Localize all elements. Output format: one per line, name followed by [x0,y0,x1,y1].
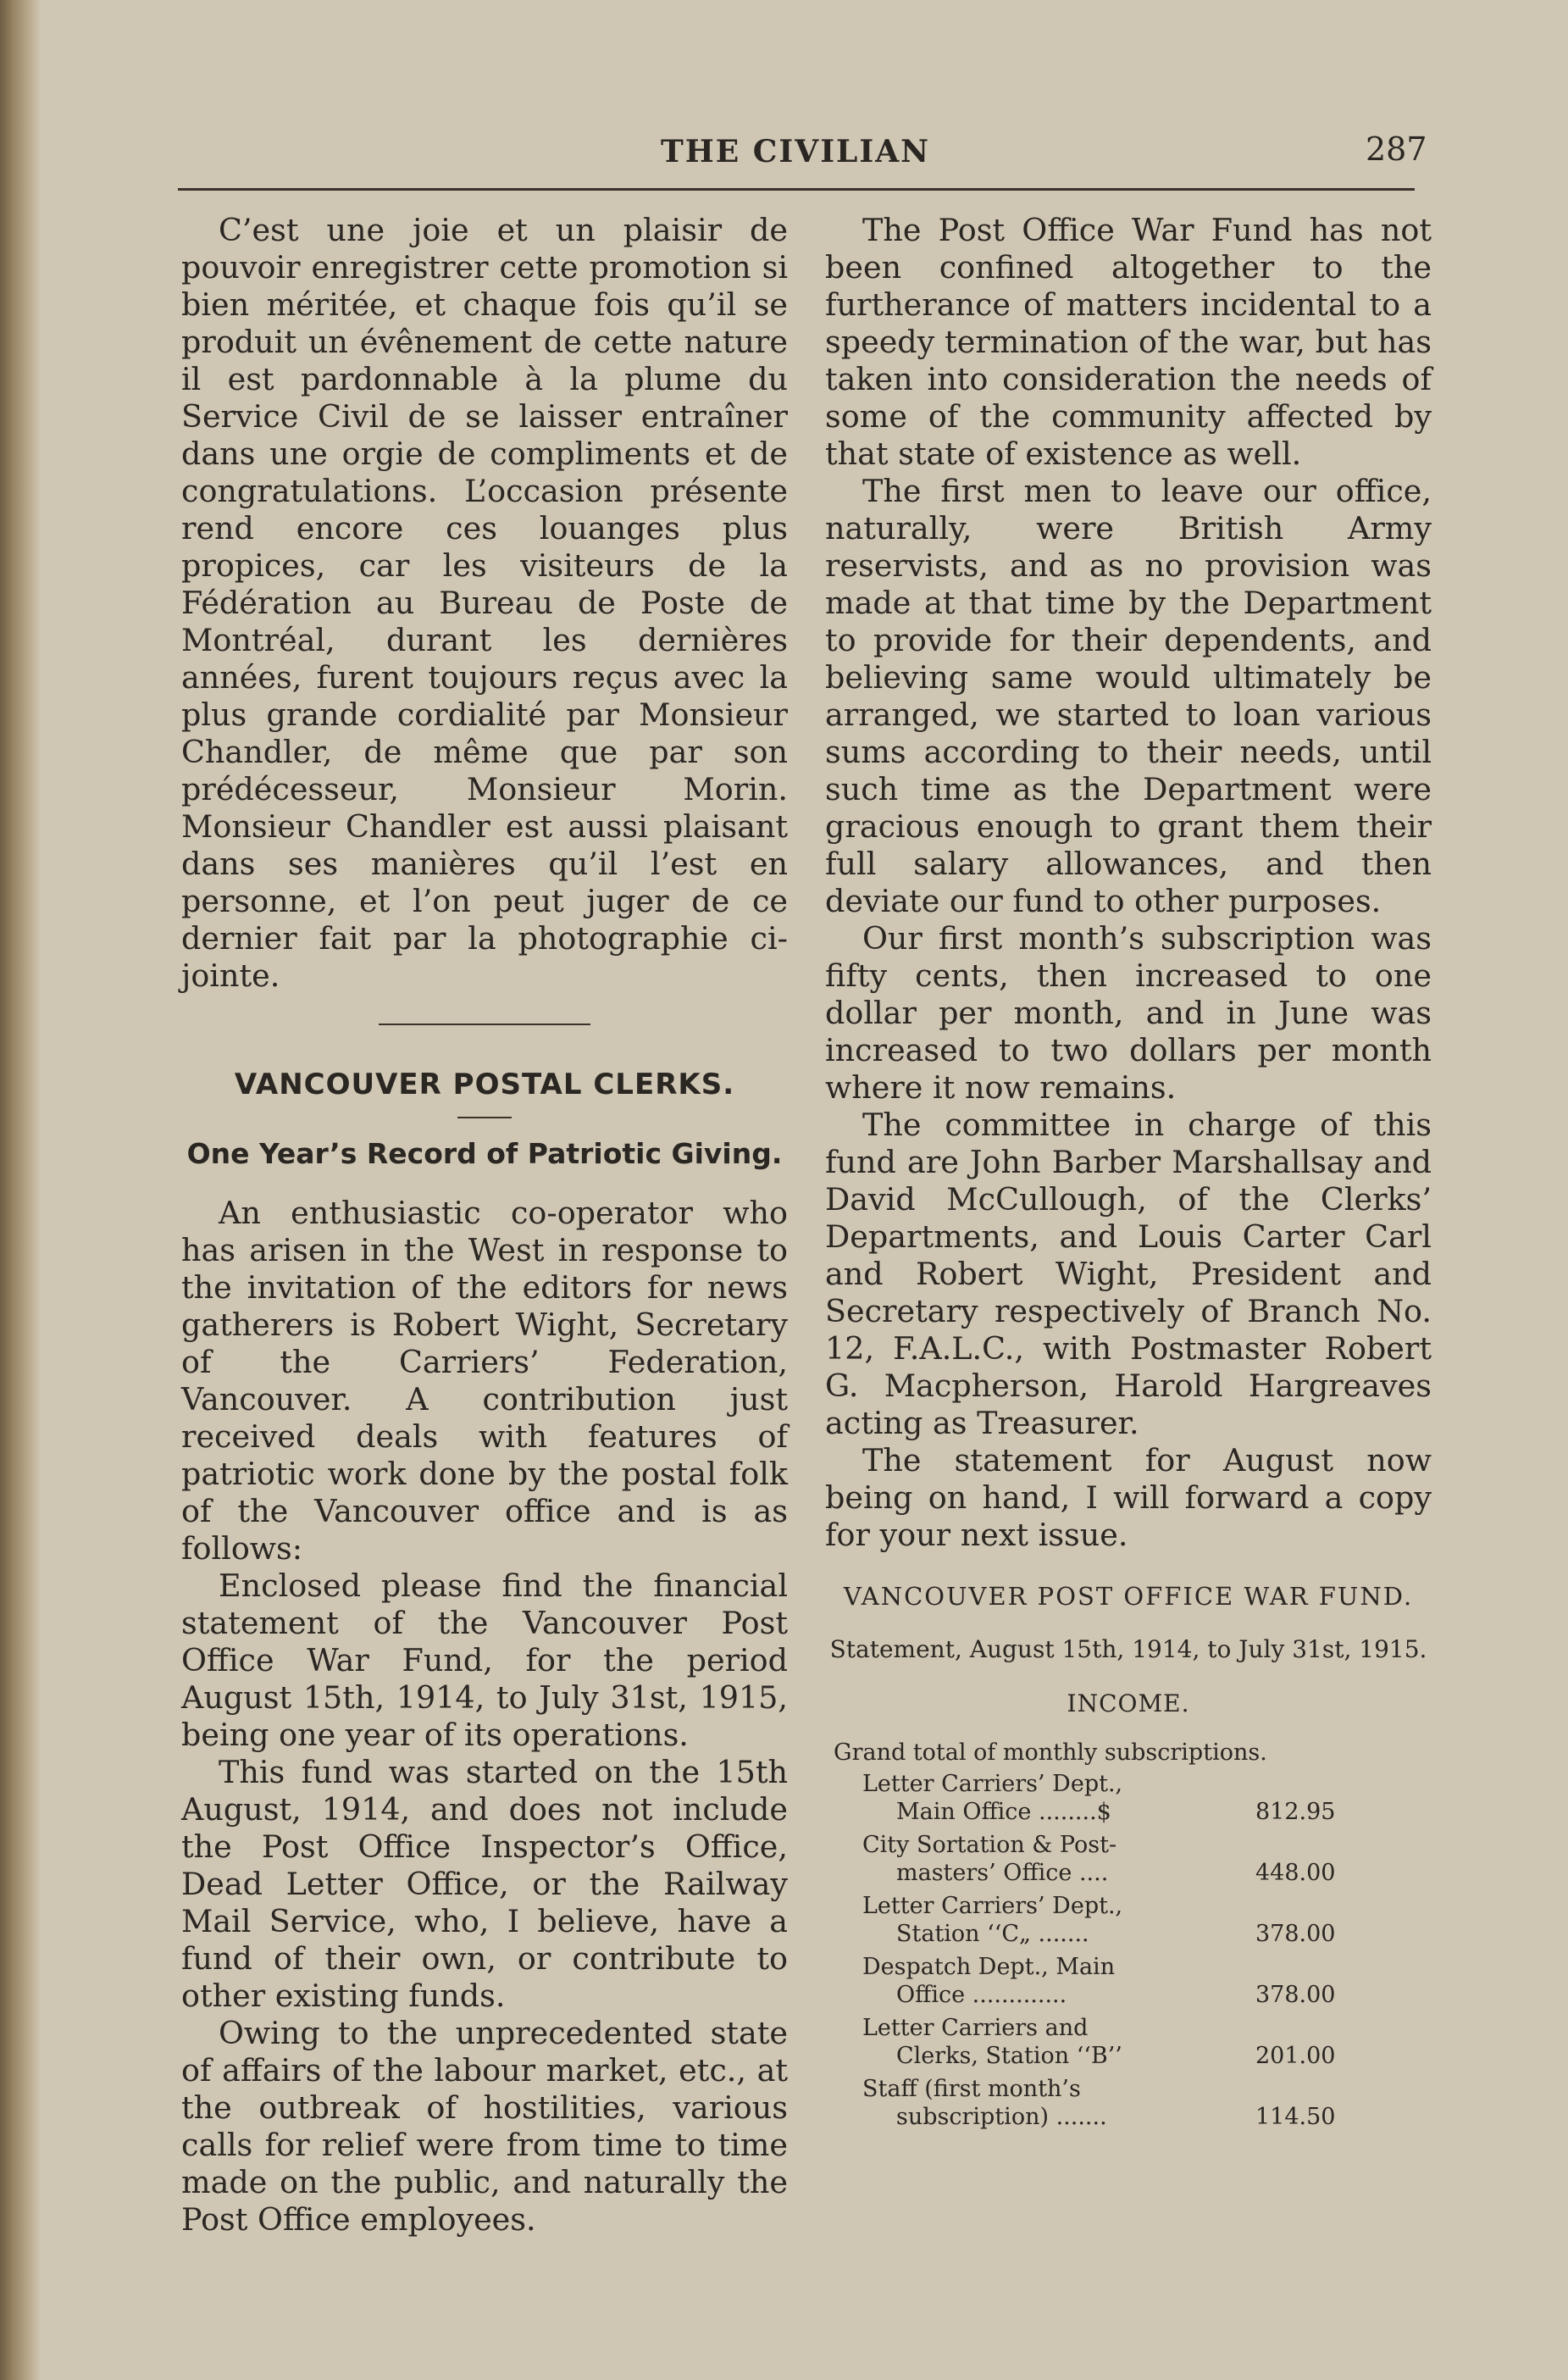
table-row [825,1953,1432,2014]
table-row [825,2014,1432,2075]
income-label: Letter Carriers’ Dept., Main Office ........$ [862,1771,1123,1825]
income-heading: INCOME. [1067,1689,1190,1717]
income-amount: 201.00 [1255,2043,1336,2069]
article-paragraph: The committee in charge of this fund are John Barber Marshallsay and David McCullough, of the Clerks’ Departments, and Louis Carter Carl and Robert Wight, President and Secretary respectively of Branch No. 12, F.A.L.C., with Postmaster Robert G. Macpherson, Harold Hargreaves acting as Treasurer. [825,1107,1432,1441]
article-paragraph: The statement for August now being on hand, I will forward a copy for your next issue. [825,1442,1432,1553]
grand-total-label: Grand total of monthly subscriptions. [834,1739,1267,1766]
statement-subtitle: Statement, August 15th, 1914, to July 31st, 1915. [829,1635,1427,1663]
income-label: Staff (first month’s subscription) ....... [862,2076,1107,2130]
left-column [181,212,788,2239]
income-label: City Sortation & Post- masters’ Office .... [862,1832,1117,1886]
article-paragraph: Owing to the unprecedented state of affairs of the labour market, etc., at the outbreak of hostilities, various calls for relief were from time to time made on the public, and naturally the Post Office employees. [181,2015,788,2238]
section-title: VANCOUVER POSTAL CLERKS. [234,1068,735,1101]
table-row [825,1831,1432,1892]
running-head: THE CIVILIAN [661,134,931,169]
article-paragraph: The first men to leave our office, naturally, were British Army reservists, and as no provision was made at that time by the Department to provide for their dependents, and believing same would ultimately be arranged, we started to loan various sums according to their needs, until such time as the Department were gracious enough to grant them their full salary allowances, and then deviate our fund to other purposes. [825,473,1432,919]
french-paragraph: C’est une joie et un plaisir de pouvoir enregistrer cette promotion si bien méritée, et chaque fois qu’il se produit un évênement de cette nature il est pardonnable à la plume du Service Civil de se laisser entraîner dans une orgie de compliments et de congratulations. L’occasion présente rend encore ces louanges plus propices, car les visiteurs de la Fédération au Bureau de Poste de Montréal, durant les dernières années, furent toujours reçus avec la plus grande cordialité par Monsieur Chandler, de même que par son prédécesseur, Monsieur Morin. Monsieur Chandler est aussi plaisant dans ses manières qu’il l’est en personne, et l’on peut juger de ce dernier fait par la photographie ci-jointe. [181,212,788,994]
page-number: 287 [1366,130,1427,168]
header-rule [178,188,1415,191]
article-paragraph: This fund was started on the 15th August, 1914, and does not include the Post Office Inspector’s Office, Dead Letter Office, or the Railway Mail Service, who, I believe, have a fund of their own, or contribute to other existing funds. [181,1754,788,2014]
statement-title: VANCOUVER POST OFFICE WAR FUND. [843,1582,1414,1611]
table-row [825,1770,1432,1831]
income-amount: 378.00 [1255,1921,1336,1947]
article-paragraph: An enthusiastic co-operator who has arisen in the West in response to the invitation of the editors for news gatherers is Robert Wight, Secretary of the Carriers’ Federation, Vancouver. A contribution just received deals with features of patriotic work done by the postal folk of the Vancouver office and is as follows: [181,1195,788,1567]
income-amount: 448.00 [1255,1860,1336,1886]
income-table [825,1770,1432,2136]
article-paragraph: The Post Office War Fund has not been confined altogether to the furtherance of matters incidental to a speedy termination of the war, but has taken into consideration the needs of some of the community affected by that state of existence as well. [825,212,1432,472]
income-label: Letter Carriers’ Dept., Station ‘‘C„ ....... [862,1893,1123,1947]
title-separator [457,1117,512,1118]
table-row [825,1892,1432,1953]
income-label: Letter Carriers and Clerks, Station ‘‘B’’ [862,2015,1122,2069]
income-amount: 114.50 [1255,2104,1336,2130]
article-paragraph: Our first month’s subscription was fifty cents, then increased to one dollar per month, and in June was increased to two dollars per month where it now remains. [825,920,1432,1106]
table-row [825,2075,1432,2136]
income-amount: 812.95 [1255,1799,1336,1825]
section-subtitle: One Year’s Record of Patriotic Giving. [186,1137,783,1170]
income-label: Despatch Dept., Main Office ............. [862,1954,1116,2008]
right-column [825,212,1432,2136]
article-paragraph: Enclosed please find the financial statement of the Vancouver Post Office War Fund, for the period August 15th, 1914, to July 31st, 1915, being one year of its operations. [181,1567,788,1753]
article-separator [379,1024,590,1025]
income-amount: 378.00 [1255,1982,1336,2008]
